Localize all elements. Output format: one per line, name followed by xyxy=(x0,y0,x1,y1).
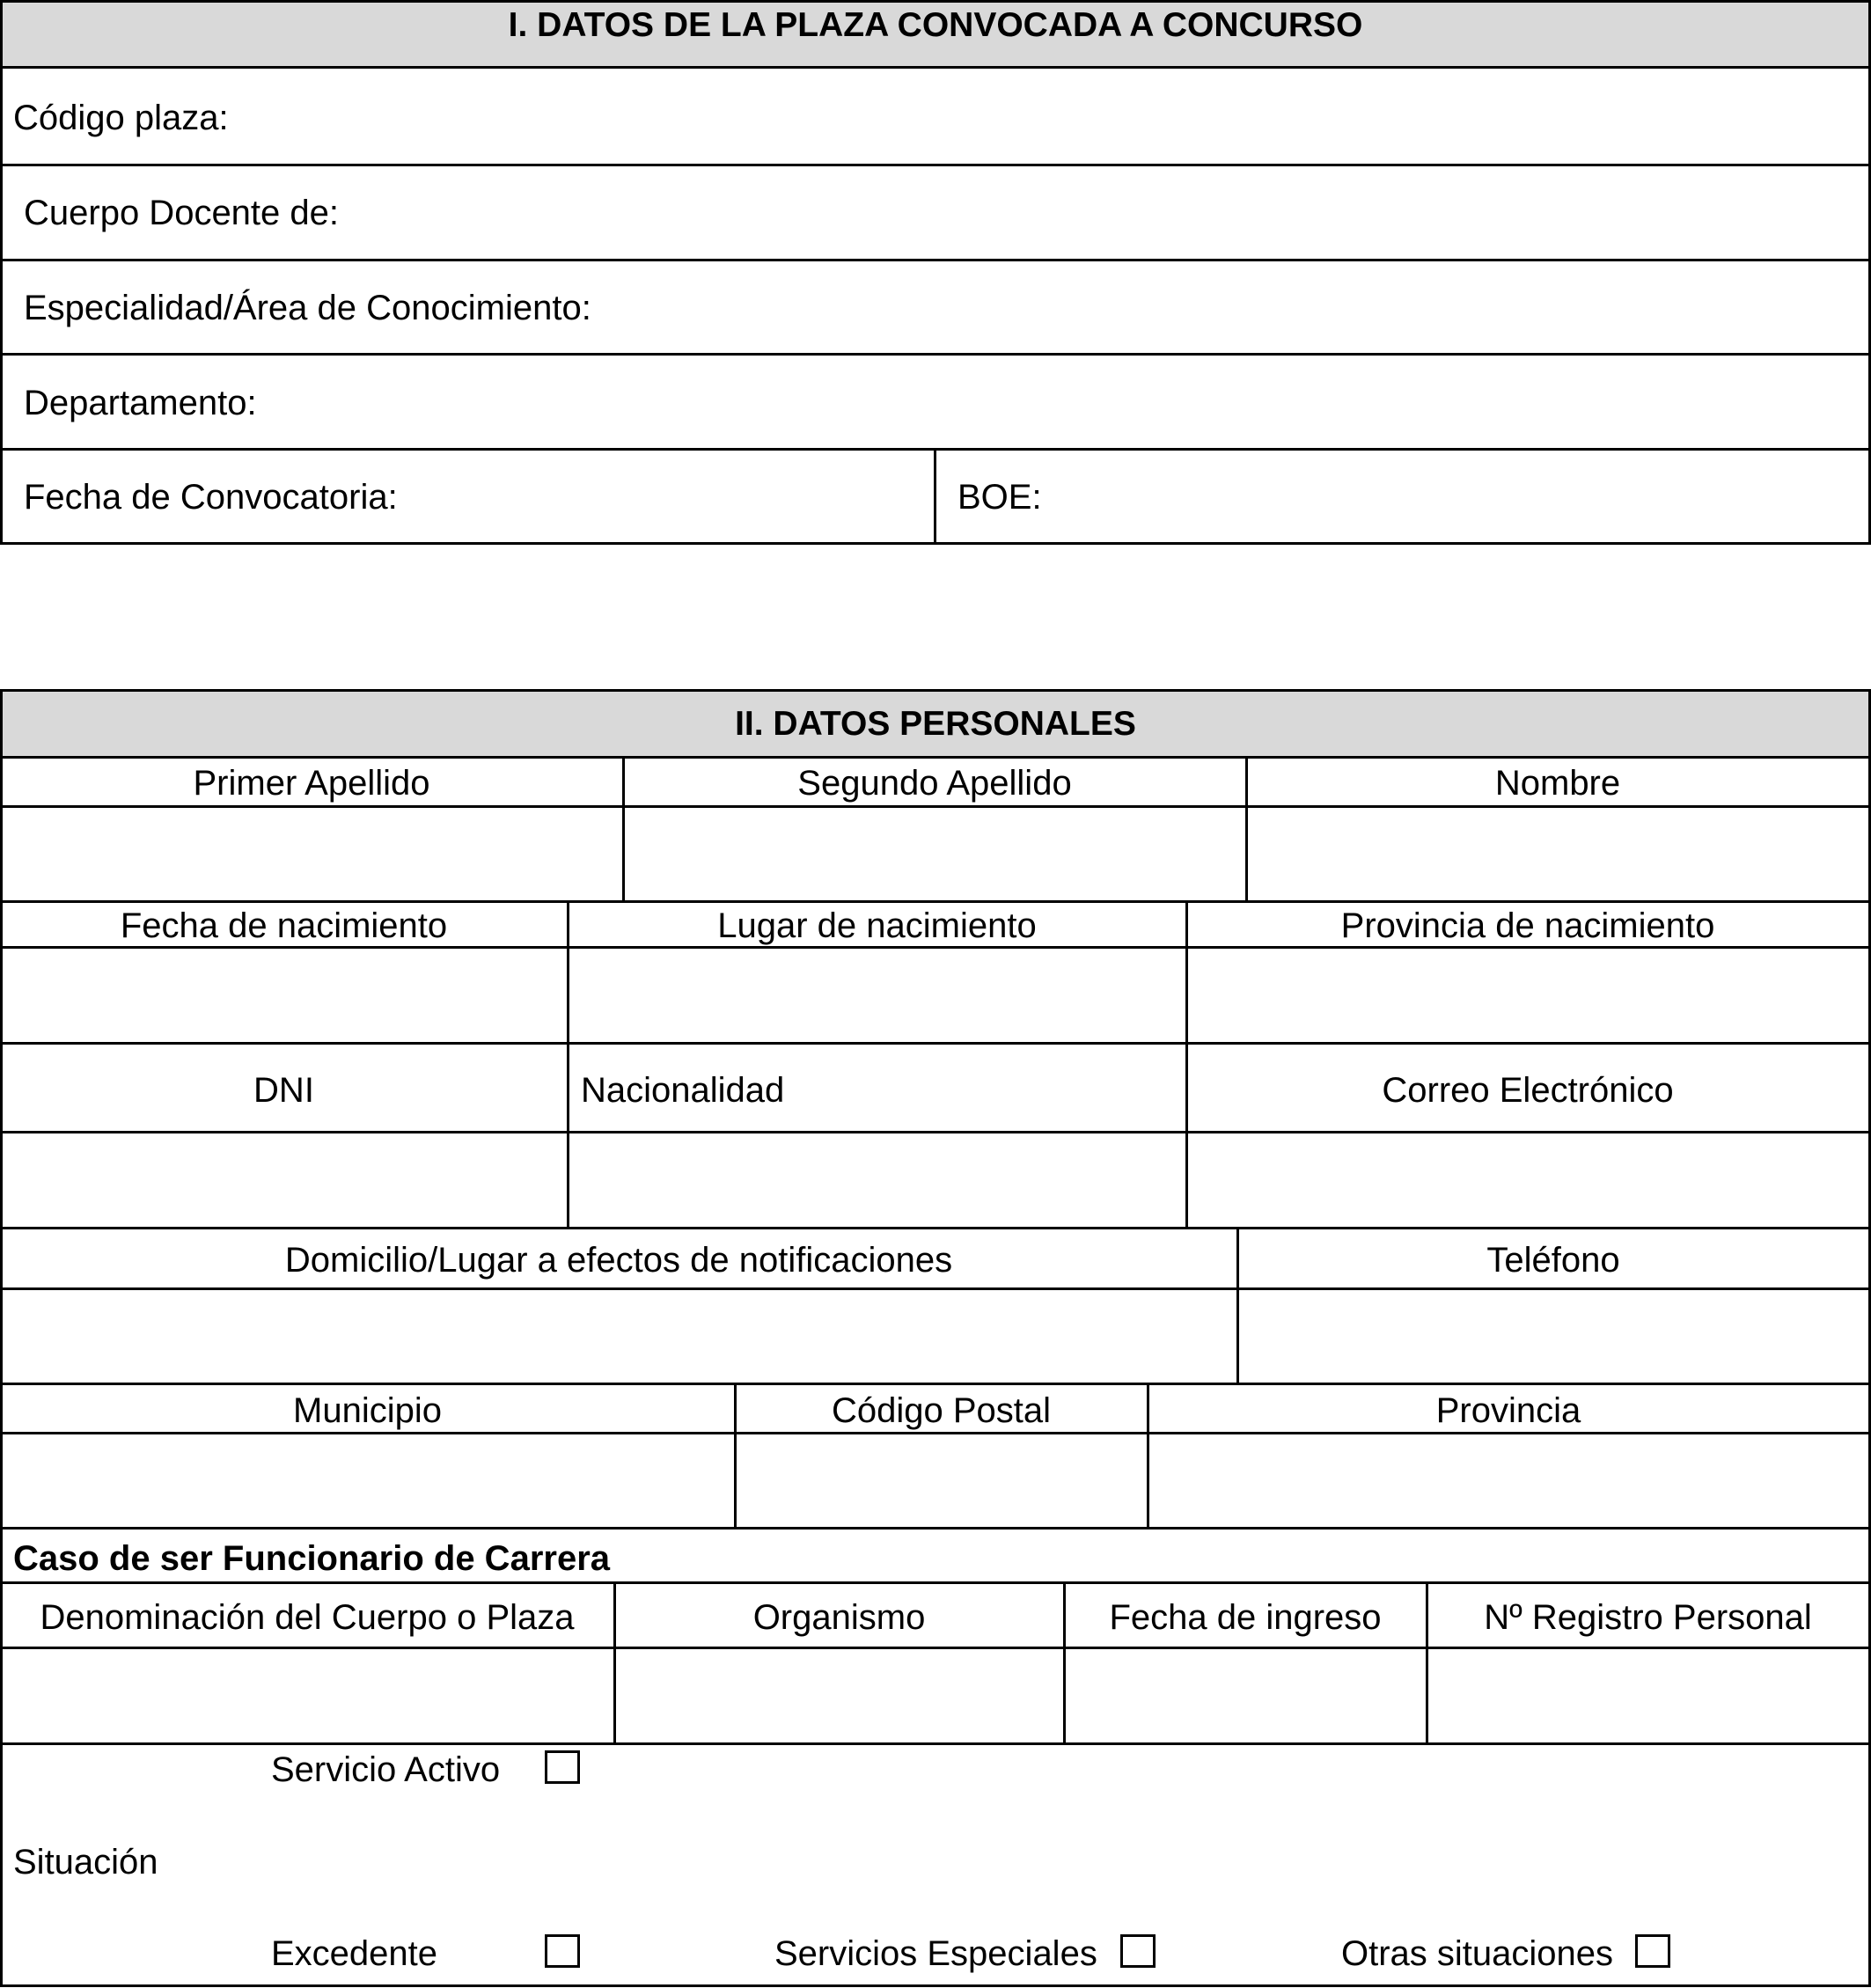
domicilio-field[interactable] xyxy=(3,1290,1236,1383)
organismo-field[interactable] xyxy=(616,1649,1063,1742)
nombre-label: Nombre xyxy=(1494,764,1621,803)
rule xyxy=(0,1742,1871,1745)
boe-field[interactable] xyxy=(1056,451,1866,542)
fecha-convocatoria-field[interactable] xyxy=(422,451,931,542)
especialidad-label: Especialidad/Área de Conocimiento: xyxy=(24,289,591,327)
otras-situaciones-checkbox[interactable] xyxy=(1635,1934,1670,1968)
telefono-field[interactable] xyxy=(1239,1290,1868,1383)
rule xyxy=(0,756,1871,759)
rule xyxy=(0,1383,1871,1385)
rule xyxy=(0,0,1871,3)
primer-apellido-label: Primer Apellido xyxy=(193,764,430,803)
otras-situaciones-label: Otras situaciones xyxy=(1341,1934,1614,1973)
organismo-label: Organismo xyxy=(752,1598,926,1637)
registro-personal-field[interactable] xyxy=(1428,1649,1868,1742)
fecha-ingreso-label: Fecha de ingreso xyxy=(1109,1598,1382,1637)
provincia-nacimiento-field[interactable] xyxy=(1188,949,1868,1042)
segundo-apellido-label: Segundo Apellido xyxy=(797,764,1072,803)
codigo-postal-label: Código Postal xyxy=(831,1391,1052,1430)
denominacion-field[interactable] xyxy=(3,1649,613,1742)
lugar-nacimiento-label: Lugar de nacimiento xyxy=(717,906,1037,945)
telefono-label: Teléfono xyxy=(1486,1241,1620,1280)
section1-title: I. DATOS DE LA PLAZA CONVOCADA A CONCURSO xyxy=(508,6,1363,44)
rule xyxy=(0,1581,1871,1584)
situacion-label: Situación xyxy=(13,1843,158,1882)
rule xyxy=(0,900,1871,903)
excedente-checkbox[interactable] xyxy=(545,1934,580,1968)
correo-label: Correo Electrónico xyxy=(1382,1071,1674,1110)
provincia-field[interactable] xyxy=(1149,1434,1868,1527)
fecha-ingreso-field[interactable] xyxy=(1066,1649,1426,1742)
provincia-nacimiento-label: Provincia de nacimiento xyxy=(1340,906,1715,945)
section2-title: II. DATOS PERSONALES xyxy=(735,705,1136,743)
codigo-plaza-field[interactable] xyxy=(255,69,1866,164)
fecha-convocatoria-label: Fecha de Convocatoria: xyxy=(24,478,398,517)
rule xyxy=(0,1227,1871,1229)
segundo-apellido-field[interactable] xyxy=(625,808,1245,900)
cuerpo-docente-field[interactable] xyxy=(370,166,1866,259)
dni-label: DNI xyxy=(253,1071,314,1110)
denominacion-label: Denominación del Cuerpo o Plaza xyxy=(40,1598,575,1637)
municipio-field[interactable] xyxy=(3,1434,734,1527)
codigo-plaza-label: Código plaza: xyxy=(13,99,229,137)
especialidad-field[interactable] xyxy=(625,261,1866,353)
correo-field[interactable] xyxy=(1188,1133,1868,1227)
rule xyxy=(0,1984,1871,1987)
fecha-nacimiento-field[interactable] xyxy=(3,949,567,1042)
nacionalidad-field[interactable] xyxy=(569,1133,1185,1227)
departamento-field[interactable] xyxy=(282,356,1866,448)
nacionalidad-label: Nacionalidad xyxy=(581,1071,785,1110)
dni-field[interactable] xyxy=(3,1133,567,1227)
cuerpo-docente-label: Cuerpo Docente de: xyxy=(24,194,340,232)
provincia-label: Provincia xyxy=(1435,1391,1581,1430)
caso-funcionario-heading: Caso de ser Funcionario de Carrera xyxy=(13,1539,611,1578)
rule xyxy=(0,1527,1871,1530)
departamento-label: Departamento: xyxy=(24,384,257,422)
fecha-nacimiento-label: Fecha de nacimiento xyxy=(120,906,448,945)
rule xyxy=(934,448,936,545)
registro-personal-label: Nº Registro Personal xyxy=(1484,1598,1812,1637)
servicio-activo-label: Servicio Activo xyxy=(271,1750,501,1789)
rule xyxy=(0,1042,1871,1045)
servicios-especiales-checkbox[interactable] xyxy=(1120,1934,1156,1968)
servicio-activo-checkbox[interactable] xyxy=(545,1750,580,1784)
municipio-label: Municipio xyxy=(293,1391,442,1430)
rule xyxy=(0,0,3,545)
nombre-field[interactable] xyxy=(1248,808,1868,900)
rule xyxy=(0,689,1871,692)
codigo-postal-field[interactable] xyxy=(737,1434,1147,1527)
boe-label: BOE: xyxy=(958,478,1042,517)
domicilio-label: Domicilio/Lugar a efectos de notificaciones xyxy=(284,1241,953,1280)
lugar-nacimiento-field[interactable] xyxy=(569,949,1185,1042)
excedente-label: Excedente xyxy=(271,1934,438,1973)
servicios-especiales-label: Servicios Especiales xyxy=(774,1934,1097,1973)
primer-apellido-field[interactable] xyxy=(3,808,622,900)
